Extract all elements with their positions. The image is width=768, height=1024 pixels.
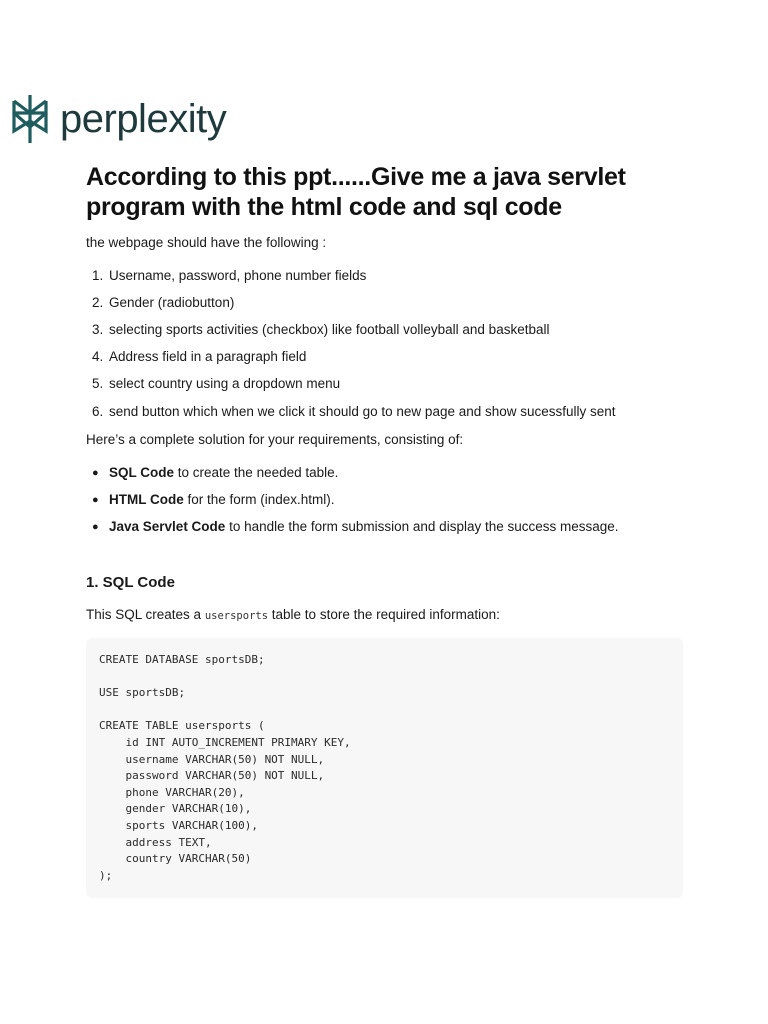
sql-code: CREATE DATABASE sportsDB; USE sportsDB; CREATE TABLE usersports ( id INT AUTO_INCREMENT PRIMARY KEY, username VARCHAR(50) NOT NULL, password VARCHAR(50) NOT NULL, phone VARCHAR(20), gender VARCHAR(10), sports VARCHAR(100), address TEXT, country VARCHAR(50) ); <box>99 653 351 882</box>
perplexity-logo <box>8 93 226 145</box>
list-item: 2. Gender (radiobutton) <box>92 295 235 310</box>
code-block <box>86 638 683 898</box>
list-item: ● SQL Code to create the needed table. <box>92 465 339 480</box>
list-item: 5. select country using a dropdown menu <box>92 376 341 391</box>
list-item: ● HTML Code for the form (index.html). <box>92 492 335 507</box>
intro-text: the webpage should have the following : <box>86 235 327 250</box>
section-heading: 1. SQL Code <box>86 574 175 591</box>
list-item: 4. Address field in a paragraph field <box>92 349 307 364</box>
list-item: ● Java Servlet Code to handle the form submission and display the success message. <box>92 519 619 534</box>
inline-code: usersports <box>204 610 269 622</box>
perplexity-logo-icon <box>8 93 52 145</box>
perplexity-wordmark: perplexity <box>60 97 227 141</box>
answer-intro: Here’s a complete solution for your requirements, consisting of: <box>86 432 464 447</box>
list-item: 6. send button which when we click it should go to new page and show sucessfully sent <box>92 404 616 419</box>
list-item: 3. selecting sports activities (checkbox) like football volleyball and basketball <box>92 322 550 337</box>
section-description: This SQL creates a usersports table to store the required information: <box>86 607 500 622</box>
page-title: According to this ppt......Give me a java servlet program with the html code and sql code <box>86 163 626 221</box>
list-item: 1. Username, password, phone number fields <box>92 268 367 283</box>
